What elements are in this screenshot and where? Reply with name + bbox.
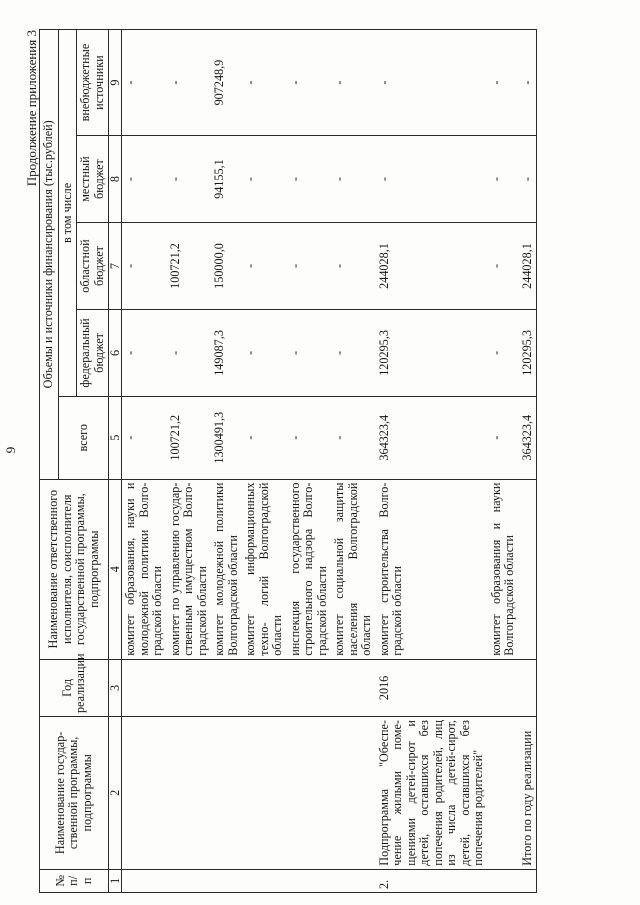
cell-program: Подпрограмма "Обеспе- чение жилыми поме- щениями детей-сирот и детей, оставшихся без попечения родителей, лиц из числа детей-сирот, детей, оставшихся без попечения родителей" — [376, 717, 488, 870]
cell-no — [331, 869, 376, 892]
cell-extrabudget: 907248,9 — [211, 30, 242, 136]
cell-regional: - — [242, 223, 287, 310]
cell-regional: - — [488, 223, 519, 310]
cell-total: - — [488, 396, 519, 479]
table-row — [331, 30, 376, 893]
cell-local: - — [519, 136, 537, 223]
cell-no — [211, 869, 242, 892]
cell-extrabudget: - — [519, 30, 537, 136]
cell-year — [122, 659, 167, 716]
cell-total: - — [287, 396, 332, 479]
cell-extrabudget: - — [287, 30, 332, 136]
header-federal: федеральный бюджет — [77, 309, 109, 396]
cell-program — [287, 717, 332, 870]
cell-local: - — [242, 136, 287, 223]
table-row — [242, 30, 287, 893]
table-row — [376, 30, 488, 893]
cell-responsible: комитет социальной защиты населения Волгоградской области — [331, 479, 376, 659]
cell-no — [242, 869, 287, 892]
cell-program — [331, 717, 376, 870]
cell-year — [519, 659, 537, 716]
header-extrabudget: внебюджетные источники — [77, 30, 109, 136]
cell-year — [242, 659, 287, 716]
cell-program — [167, 717, 212, 870]
cell-local: - — [488, 136, 519, 223]
cell-regional: 150000,0 — [211, 223, 242, 310]
header-no: № п/п — [40, 869, 109, 892]
cell-year — [488, 659, 519, 716]
col-number: 6 — [109, 309, 122, 396]
cell-federal: - — [122, 309, 167, 396]
cell-local: - — [287, 136, 332, 223]
cell-total: 100721,2 — [167, 396, 212, 479]
cell-local: - — [331, 136, 376, 223]
cell-responsible: комитет информационных техно- логий Волгоградской области — [242, 479, 287, 659]
col-number: 9 — [109, 30, 122, 136]
cell-local: - — [376, 136, 488, 223]
cell-federal: 149087,3 — [211, 309, 242, 396]
cell-regional: - — [122, 223, 167, 310]
cell-extrabudget: - — [122, 30, 167, 136]
cell-program — [242, 717, 287, 870]
cell-extrabudget: - — [331, 30, 376, 136]
cell-total: - — [242, 396, 287, 479]
cell-total: - — [122, 396, 167, 479]
cell-federal: 120295,3 — [376, 309, 488, 396]
continuation-note: Продолжение приложения 3 — [24, 30, 39, 187]
cell-federal: - — [331, 309, 376, 396]
cell-no — [519, 869, 537, 892]
cell-program: Итого по году реализации — [519, 717, 537, 870]
cell-federal: - — [242, 309, 287, 396]
header-year: Год реализации — [40, 659, 109, 716]
cell-local: - — [122, 136, 167, 223]
cell-responsible: комитет строительства Волго- градской области — [376, 479, 488, 659]
table-row — [211, 30, 242, 893]
table-row — [167, 30, 212, 893]
header-regional: областной бюджет — [77, 223, 109, 310]
cell-federal: - — [488, 309, 519, 396]
cell-no — [167, 869, 212, 892]
col-number: 4 — [109, 479, 122, 659]
cell-federal: - — [167, 309, 212, 396]
cell-local: - — [167, 136, 212, 223]
cell-extrabudget: - — [242, 30, 287, 136]
cell-year — [331, 659, 376, 716]
header-program: Наименование государ- ственной программы, подпрограммы — [40, 717, 109, 870]
cell-federal: - — [287, 309, 332, 396]
table-row — [122, 30, 167, 893]
cell-total: - — [331, 396, 376, 479]
cell-regional: 244028,1 — [519, 223, 537, 310]
cell-no — [287, 869, 332, 892]
cell-responsible: комитет образования и науки Волгоградской области — [488, 479, 519, 659]
table-row-total — [519, 30, 537, 893]
col-number: 2 — [109, 717, 122, 870]
cell-regional: - — [287, 223, 332, 310]
col-number: 8 — [109, 136, 122, 223]
header-local: местный бюджет — [77, 136, 109, 223]
table-row — [488, 30, 519, 893]
cell-year — [167, 659, 212, 716]
col-number: 7 — [109, 223, 122, 310]
cell-federal: 120295,3 — [519, 309, 537, 396]
cell-program — [211, 717, 242, 870]
page-number: 9 — [3, 446, 18, 454]
cell-responsible — [519, 479, 537, 659]
cell-responsible: комитет образования, науки и молодежной политики Волго- градской области — [122, 479, 167, 659]
cell-extrabudget: - — [376, 30, 488, 136]
header-total: всего — [58, 396, 109, 479]
cell-year — [211, 659, 242, 716]
cell-extrabudget: - — [167, 30, 212, 136]
cell-regional: - — [331, 223, 376, 310]
col-number: 3 — [109, 659, 122, 716]
cell-no — [122, 869, 167, 892]
cell-program — [122, 717, 167, 870]
cell-no — [488, 869, 519, 892]
cell-total: 1300491,3 — [211, 396, 242, 479]
cell-responsible: комитет молодежной политики Волгоградской области — [211, 479, 242, 659]
cell-responsible: инспекция государственного строительного надзора Волго- градской области — [287, 479, 332, 659]
cell-program — [488, 717, 519, 870]
header-including: в том числе — [58, 30, 77, 397]
cell-local: 94155,1 — [211, 136, 242, 223]
table-row — [287, 30, 332, 893]
cell-regional: 244028,1 — [376, 223, 488, 310]
funding-table — [39, 29, 537, 893]
cell-total: 364323,4 — [519, 396, 537, 479]
col-number: 5 — [109, 396, 122, 479]
col-number: 1 — [109, 869, 122, 892]
cell-responsible: комитет по управлению государ- ственным имуществом Волго- градской области — [167, 479, 212, 659]
header-responsible: Наименование ответственного исполнителя, соисполнителя государственной программы, подпрограммы — [40, 479, 109, 659]
cell-regional: 100721,2 — [167, 223, 212, 310]
cell-year: 2016 — [376, 659, 488, 716]
cell-total: 364323,4 — [376, 396, 488, 479]
header-funding: Объемы и источники финансирования (тыс.рублей) — [40, 30, 59, 480]
cell-extrabudget: - — [488, 30, 519, 136]
cell-no: 2. — [376, 869, 488, 892]
cell-year — [287, 659, 332, 716]
